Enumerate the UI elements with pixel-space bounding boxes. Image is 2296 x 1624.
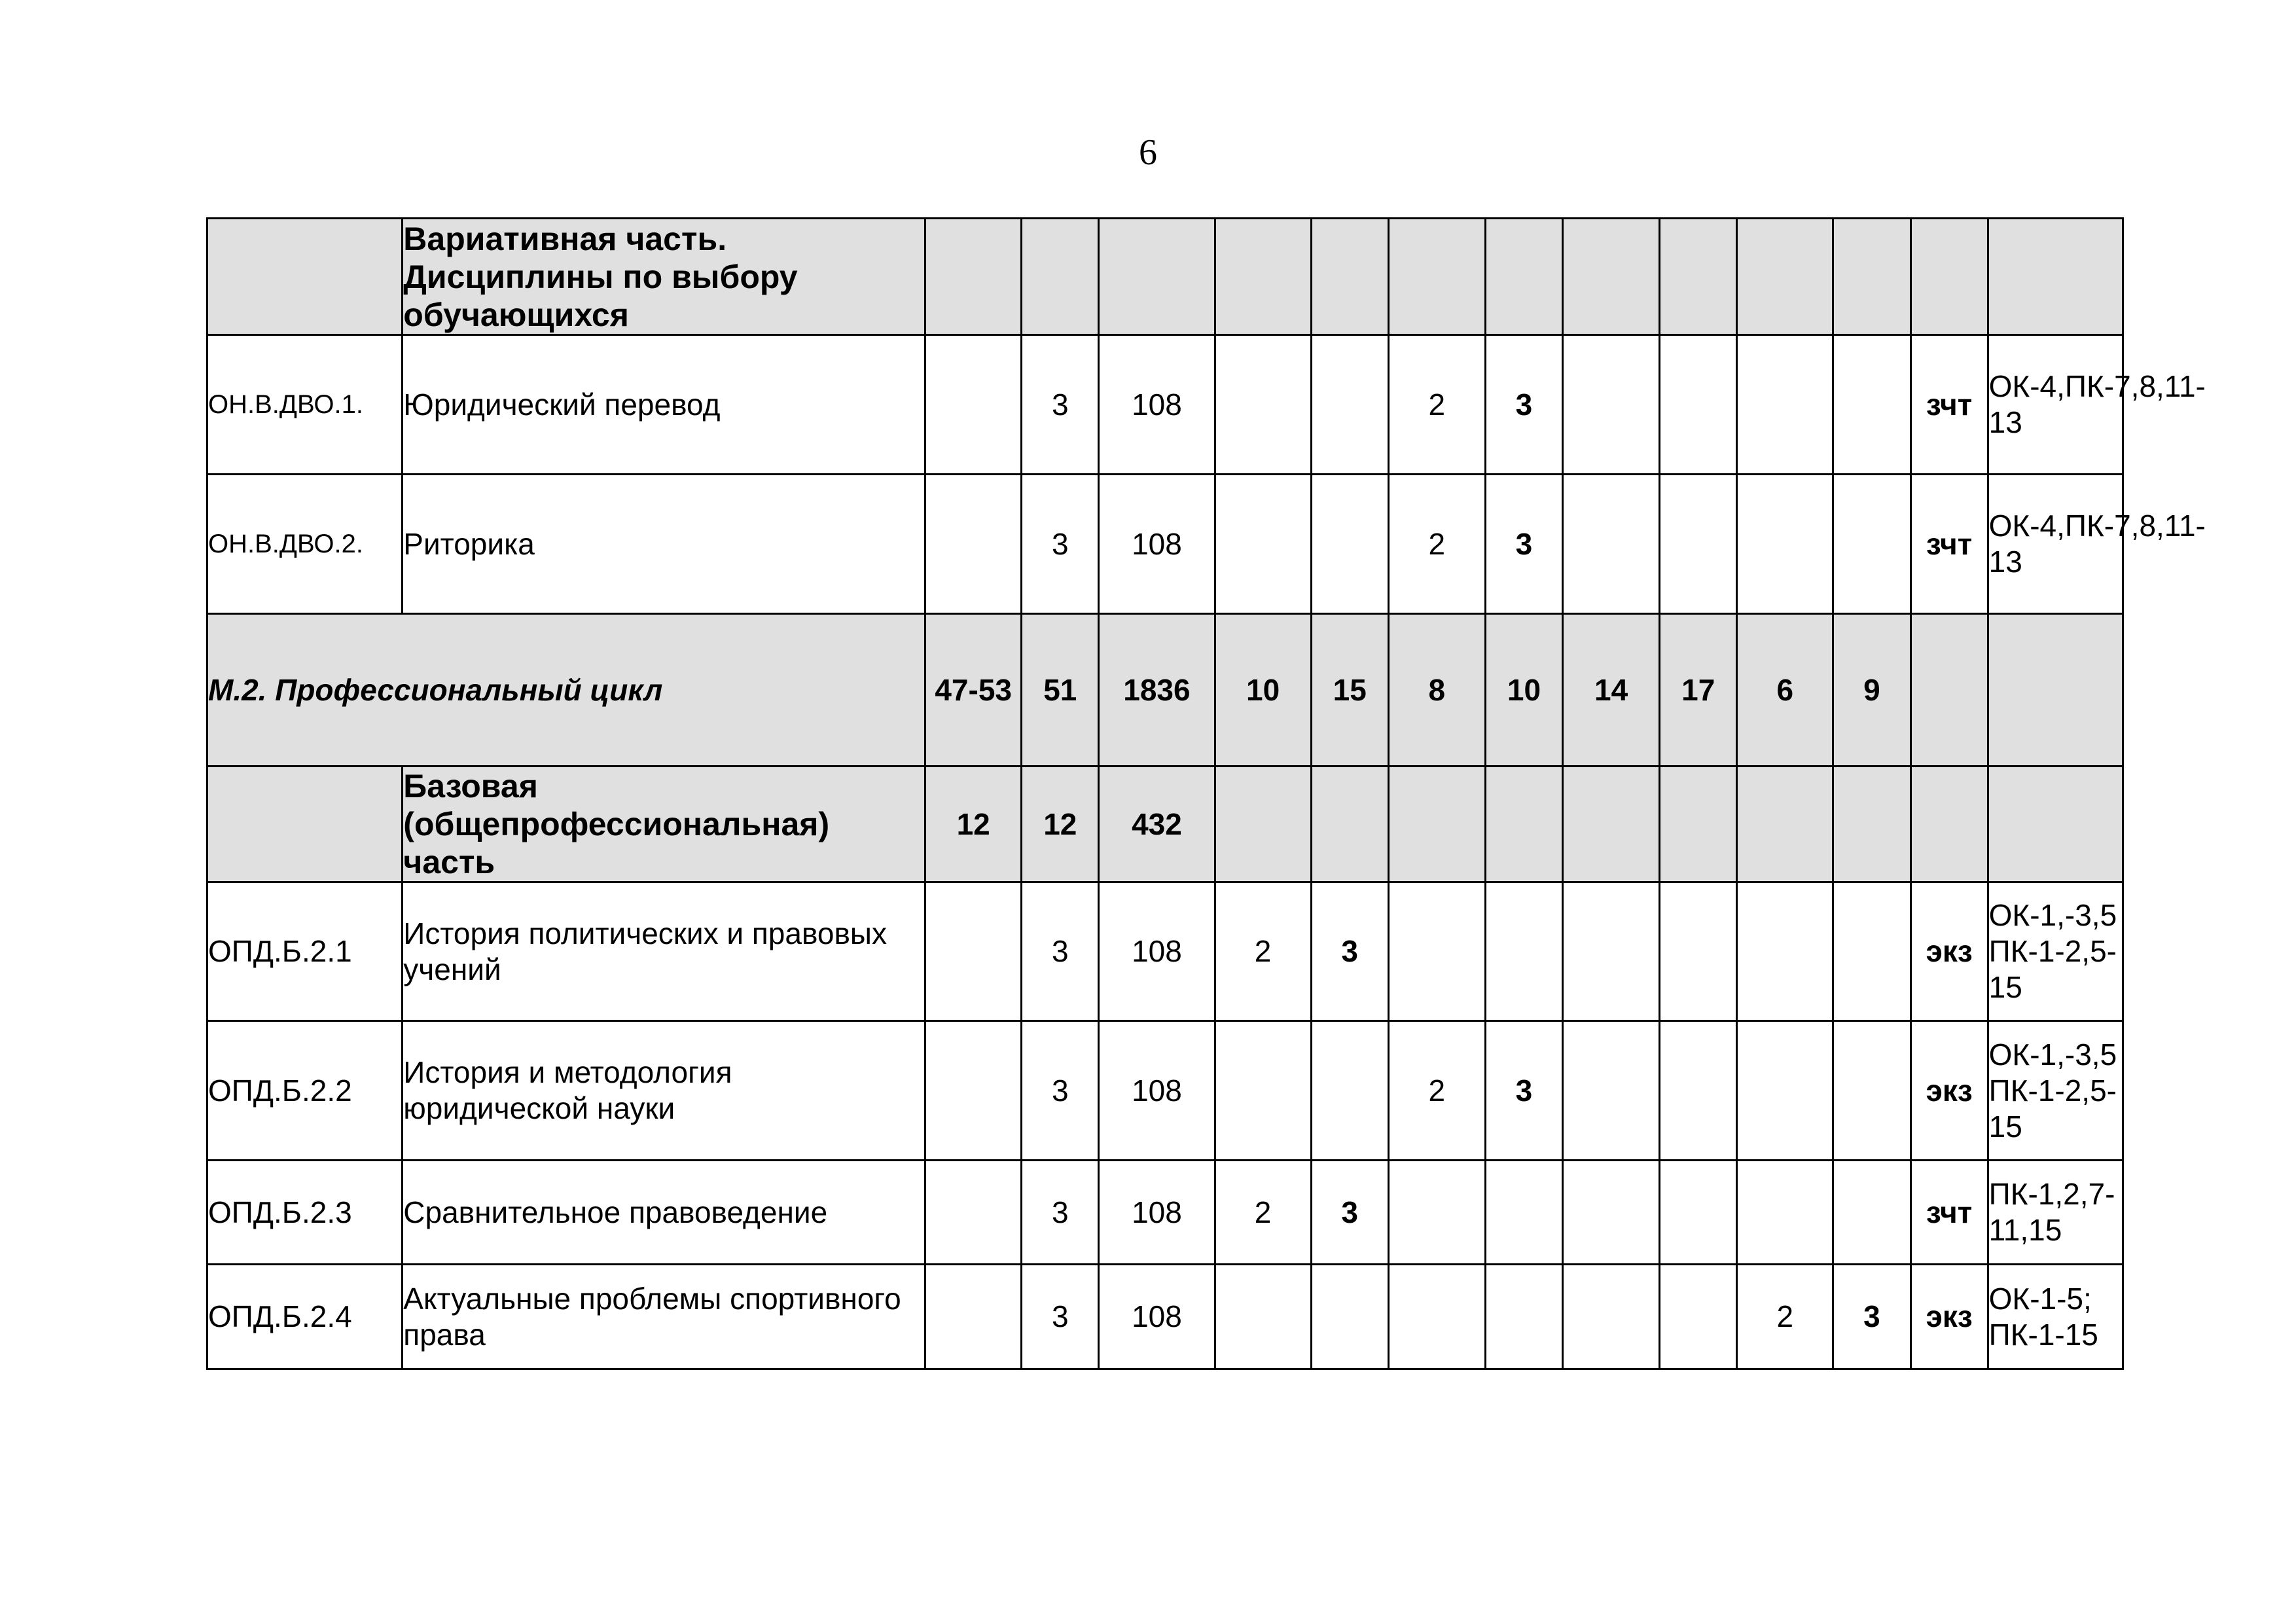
sem4-hours-cell: 6 <box>1737 614 1833 767</box>
sem4-ze-cell <box>1833 219 1910 335</box>
competences: ОК-4,ПК-7,8,11-13 <box>1988 475 2123 614</box>
sem1-hours-cell: 2 <box>1215 1161 1311 1265</box>
discipline-code: ОН.В.ДВО.2. <box>207 475 403 614</box>
hours-cell: 108 <box>1099 1161 1215 1265</box>
table-row-section-variative <box>207 219 2123 335</box>
sem2-hours-cell: 2 <box>1388 1021 1485 1161</box>
sem3-hours-cell <box>1563 1021 1660 1161</box>
ze-range-cell <box>925 1265 1022 1369</box>
ze-cell: 3 <box>1022 475 1099 614</box>
sem3-hours-cell <box>1563 219 1660 335</box>
ze-cell: 3 <box>1022 1021 1099 1161</box>
sem3-ze-cell <box>1660 1161 1737 1265</box>
table-row <box>207 1265 2123 1369</box>
sem2-ze-cell <box>1485 767 1562 882</box>
table-row <box>207 475 2123 614</box>
sem4-hours-cell <box>1737 767 1833 882</box>
control-form: зчт <box>1910 1161 1988 1265</box>
ze-range-cell <box>925 1161 1022 1265</box>
sem3-ze-cell <box>1660 767 1737 882</box>
sem2-hours-cell: 2 <box>1388 335 1485 475</box>
sem1-ze-cell: 15 <box>1311 614 1388 767</box>
table-row <box>207 1021 2123 1161</box>
sem2-hours-cell <box>1388 219 1485 335</box>
sem2-hours-cell <box>1388 1265 1485 1369</box>
control-form: экз <box>1910 1265 1988 1369</box>
sem1-ze-cell: 3 <box>1311 882 1388 1021</box>
sem4-ze-cell <box>1833 475 1910 614</box>
sem2-hours-cell: 8 <box>1388 614 1485 767</box>
sem1-hours-cell <box>1215 1021 1311 1161</box>
competences: ПК-1,2,7-11,15 <box>1988 1161 2123 1265</box>
sem2-ze-cell: 3 <box>1485 1021 1562 1161</box>
ze-range-cell <box>925 882 1022 1021</box>
sem4-hours-cell <box>1737 335 1833 475</box>
discipline-name: История политических и правовых учений <box>403 882 925 1021</box>
discipline-name: История и методология юридической науки <box>403 1021 925 1161</box>
competences: ОК-4,ПК-7,8,11-13 <box>1988 335 2123 475</box>
competences: ОК-1-5; ПК-1-15 <box>1988 1265 2123 1369</box>
sem4-hours-cell <box>1737 882 1833 1021</box>
sem4-hours-cell <box>1737 1021 1833 1161</box>
ze-cell: 3 <box>1022 1161 1099 1265</box>
ze-range-cell: 12 <box>925 767 1022 882</box>
control-cell <box>1910 614 1988 767</box>
ze-range-cell: 47-53 <box>925 614 1022 767</box>
competences-cell <box>1988 767 2123 882</box>
sem4-hours-cell <box>1737 1161 1833 1265</box>
sem1-hours-cell <box>1215 1265 1311 1369</box>
sem3-hours-cell <box>1563 1161 1660 1265</box>
cycle-title: М.2. Профессиональный цикл <box>207 614 925 767</box>
competences-cell <box>1988 614 2123 767</box>
sem4-ze-cell <box>1833 882 1910 1021</box>
sem1-ze-cell <box>1311 335 1388 475</box>
discipline-code: ОПД.Б.2.1 <box>207 882 403 1021</box>
ze-cell: 51 <box>1022 614 1099 767</box>
sem2-ze-cell: 10 <box>1485 614 1562 767</box>
code-cell <box>207 767 403 882</box>
control-form: зчт <box>1910 475 1988 614</box>
curriculum-table <box>206 217 2206 1370</box>
sem4-ze-cell <box>1833 335 1910 475</box>
sem1-ze-cell <box>1311 767 1388 882</box>
sem4-ze-cell: 3 <box>1833 1265 1910 1369</box>
sem1-ze-cell: 3 <box>1311 1161 1388 1265</box>
table-row-section-basic <box>207 767 2123 882</box>
competences: ОК-1,-3,5 ПК-1-2,5-15 <box>1988 1021 2123 1161</box>
sem2-hours-cell <box>1388 767 1485 882</box>
hours-cell: 108 <box>1099 1265 1215 1369</box>
sem4-hours-cell <box>1737 219 1833 335</box>
ze-cell: 12 <box>1022 767 1099 882</box>
discipline-name: Сравнительное правоведение <box>403 1161 925 1265</box>
control-cell <box>1910 767 1988 882</box>
sem1-ze-cell <box>1311 1021 1388 1161</box>
sem2-ze-cell <box>1485 882 1562 1021</box>
sem3-hours-cell <box>1563 882 1660 1021</box>
hours-cell: 108 <box>1099 1021 1215 1161</box>
page-number: 6 <box>1139 132 1157 173</box>
ze-cell: 3 <box>1022 882 1099 1021</box>
sem3-hours-cell <box>1563 767 1660 882</box>
sem3-ze-cell <box>1660 475 1737 614</box>
discipline-code: ОПД.Б.2.2 <box>207 1021 403 1161</box>
sem3-ze-cell <box>1660 335 1737 475</box>
table-row <box>207 335 2123 475</box>
hours-cell: 1836 <box>1099 614 1215 767</box>
sem3-ze-cell <box>1660 1021 1737 1161</box>
discipline-code: ОН.В.ДВО.1. <box>207 335 403 475</box>
control-cell <box>1910 219 1988 335</box>
ze-cell: 3 <box>1022 335 1099 475</box>
sem1-ze-cell <box>1311 219 1388 335</box>
discipline-code: ОПД.Б.2.4 <box>207 1265 403 1369</box>
hours-cell: 108 <box>1099 475 1215 614</box>
sem2-hours-cell: 2 <box>1388 475 1485 614</box>
sem2-ze-cell <box>1485 219 1562 335</box>
sem2-ze-cell <box>1485 1265 1562 1369</box>
table-row <box>207 1161 2123 1265</box>
sem1-hours-cell <box>1215 767 1311 882</box>
sem3-hours-cell <box>1563 475 1660 614</box>
sem3-hours-cell: 14 <box>1563 614 1660 767</box>
ze-range-cell <box>925 475 1022 614</box>
sem4-ze-cell: 9 <box>1833 614 1910 767</box>
sem2-ze-cell <box>1485 1161 1562 1265</box>
sem2-ze-cell: 3 <box>1485 475 1562 614</box>
code-cell <box>207 219 403 335</box>
table-row <box>207 882 2123 1021</box>
discipline-name: Актуальные проблемы спортивного права <box>403 1265 925 1369</box>
ze-range-cell <box>925 1021 1022 1161</box>
section-title: Базовая (общепрофессиональная) часть <box>403 767 925 882</box>
competences-cell <box>1988 219 2123 335</box>
sem3-hours-cell <box>1563 1265 1660 1369</box>
sem3-ze-cell <box>1660 219 1737 335</box>
hours-cell: 108 <box>1099 882 1215 1021</box>
ze-range-cell <box>925 219 1022 335</box>
sem2-hours-cell <box>1388 882 1485 1021</box>
sem1-hours-cell: 2 <box>1215 882 1311 1021</box>
sem1-hours-cell: 10 <box>1215 614 1311 767</box>
section-title: Вариативная часть. Дисциплины по выбору обучающихся <box>403 219 925 335</box>
sem4-hours-cell <box>1737 475 1833 614</box>
sem3-ze-cell <box>1660 882 1737 1021</box>
discipline-code: ОПД.Б.2.3 <box>207 1161 403 1265</box>
discipline-name: Риторика <box>403 475 925 614</box>
competences: ОК-1,-3,5 ПК-1-2,5-15 <box>1988 882 2123 1021</box>
ze-cell <box>1022 219 1099 335</box>
control-form: экз <box>1910 882 1988 1021</box>
control-form: зчт <box>1910 335 1988 475</box>
sem1-hours-cell <box>1215 219 1311 335</box>
ze-cell: 3 <box>1022 1265 1099 1369</box>
sem2-ze-cell: 3 <box>1485 335 1562 475</box>
sem3-ze-cell: 17 <box>1660 614 1737 767</box>
sem1-ze-cell <box>1311 475 1388 614</box>
discipline-name: Юридический перевод <box>403 335 925 475</box>
sem3-hours-cell <box>1563 335 1660 475</box>
sem4-ze-cell <box>1833 1021 1910 1161</box>
hours-cell: 108 <box>1099 335 1215 475</box>
sem4-hours-cell: 2 <box>1737 1265 1833 1369</box>
table-row-cycle <box>207 614 2123 767</box>
sem1-hours-cell <box>1215 475 1311 614</box>
sem2-hours-cell <box>1388 1161 1485 1265</box>
sem1-ze-cell <box>1311 1265 1388 1369</box>
sem1-hours-cell <box>1215 335 1311 475</box>
ze-range-cell <box>925 335 1022 475</box>
hours-cell <box>1099 219 1215 335</box>
sem4-ze-cell <box>1833 767 1910 882</box>
hours-cell: 432 <box>1099 767 1215 882</box>
sem4-ze-cell <box>1833 1161 1910 1265</box>
control-form: экз <box>1910 1021 1988 1161</box>
sem3-ze-cell <box>1660 1265 1737 1369</box>
